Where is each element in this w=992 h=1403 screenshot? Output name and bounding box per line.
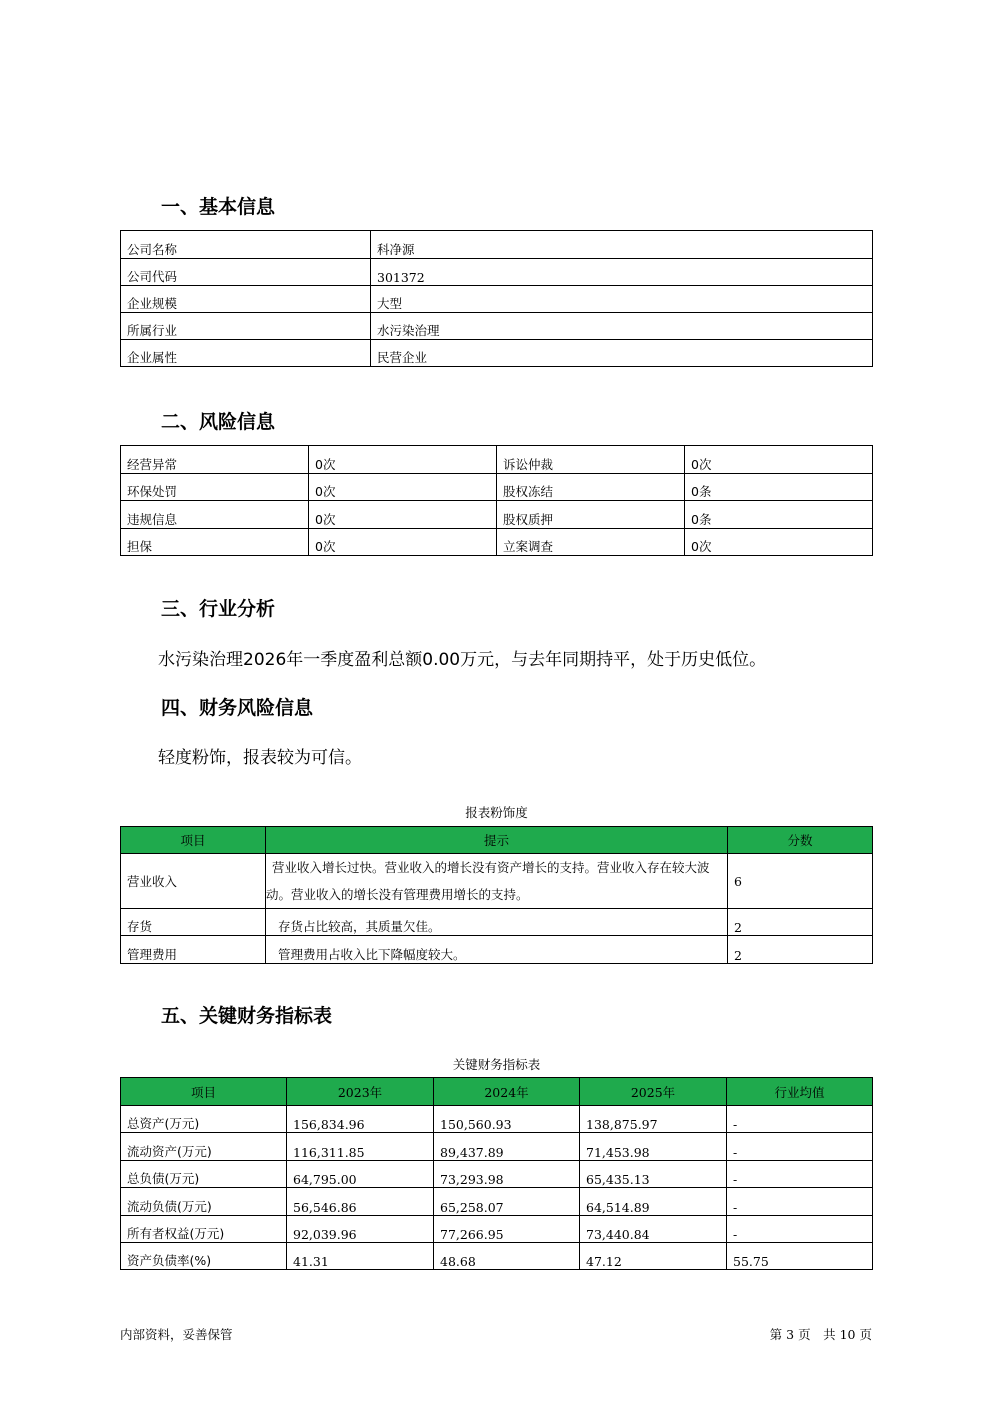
section-title-financial-risk: 四、财务风险信息 xyxy=(161,697,314,719)
table-row xyxy=(121,1243,873,1270)
table-row xyxy=(121,259,873,286)
table-row xyxy=(121,501,873,529)
total-pages: 10 xyxy=(839,1327,856,1342)
section-title-basic-info: 一、基本信息 xyxy=(161,196,276,218)
label-cell: 公司名称 xyxy=(121,231,371,259)
value-cell: 150,560.93 xyxy=(434,1106,580,1133)
value-cell: 0条 xyxy=(685,501,873,529)
label-cell: 企业规模 xyxy=(121,286,371,313)
label-cell: 股权质押 xyxy=(497,501,685,529)
table-row xyxy=(121,231,873,259)
value-cell: - xyxy=(727,1216,873,1243)
table-row xyxy=(121,474,873,501)
column-header: 项目 xyxy=(121,1078,287,1106)
value-cell: 73,293.98 xyxy=(434,1161,580,1188)
table-header-row xyxy=(121,827,873,854)
financial-risk-text: 轻度粉饰，报表较为可信。 xyxy=(158,748,362,768)
current-page: 3 xyxy=(786,1327,795,1342)
label-cell: 经营异常 xyxy=(121,446,309,474)
table-row xyxy=(121,1161,873,1188)
table-row xyxy=(121,1133,873,1161)
value-cell: 55.75 xyxy=(727,1243,873,1270)
risk-info-table xyxy=(120,445,873,556)
value-cell: 56,546.86 xyxy=(287,1188,434,1216)
hint-cell: 存货占比较高，其质量欠佳。 xyxy=(266,909,728,936)
label-cell: 企业属性 xyxy=(121,340,371,367)
hint-cell: 管理费用占收入比下降幅度较大。 xyxy=(266,936,728,964)
label-cell: 担保 xyxy=(121,529,309,556)
industry-analysis-text: 水污染治理2026年一季度盈利总额0.00万元，与去年同期持平，处于历史低位。 xyxy=(158,650,767,670)
value-cell: 41.31 xyxy=(287,1243,434,1270)
value-cell: - xyxy=(727,1106,873,1133)
value-cell: 64,795.00 xyxy=(287,1161,434,1188)
value-cell: - xyxy=(727,1188,873,1216)
label-cell: 立案调查 xyxy=(497,529,685,556)
value-cell: 大型 xyxy=(371,286,873,313)
table-row xyxy=(121,1188,873,1216)
table-row xyxy=(121,286,873,313)
value-cell: - xyxy=(727,1133,873,1161)
value-cell: 138,875.97 xyxy=(580,1106,727,1133)
value-cell: 民营企业 xyxy=(371,340,873,367)
value-cell: 0条 xyxy=(685,474,873,501)
item-cell: 资产负债率(%) xyxy=(121,1243,287,1270)
column-header: 2025年 xyxy=(580,1078,727,1106)
value-cell: 301372 xyxy=(371,259,873,286)
table-caption: 关键财务指标表 xyxy=(452,1057,541,1072)
statement-embellishment-table xyxy=(120,826,873,964)
table-row xyxy=(121,313,873,340)
column-header: 分数 xyxy=(728,827,873,854)
table-row xyxy=(121,1216,873,1243)
section-title-industry: 三、行业分析 xyxy=(161,598,276,620)
table-row xyxy=(121,936,873,964)
page-number xyxy=(770,1325,872,1343)
value-cell: 92,039.96 xyxy=(287,1216,434,1243)
value-cell: 水污染治理 xyxy=(371,313,873,340)
table-row xyxy=(121,854,873,909)
page-prefix: 第 xyxy=(769,1327,783,1342)
value-cell: 65,435.13 xyxy=(580,1161,727,1188)
item-cell: 流动负债(万元) xyxy=(121,1188,287,1216)
column-header: 项目 xyxy=(121,827,266,854)
value-cell: 科净源 xyxy=(371,231,873,259)
score-cell: 2 xyxy=(728,936,873,964)
basic-info-table xyxy=(120,230,873,367)
table-row xyxy=(121,340,873,367)
label-cell: 公司代码 xyxy=(121,259,371,286)
value-cell: 0次 xyxy=(309,474,497,501)
table-caption: 报表粉饰度 xyxy=(465,805,528,820)
value-cell: 47.12 xyxy=(580,1243,727,1270)
table-header-row xyxy=(121,1078,873,1106)
table-row xyxy=(121,909,873,936)
item-cell: 总资产(万元) xyxy=(121,1106,287,1133)
column-header: 2024年 xyxy=(434,1078,580,1106)
value-cell: 0次 xyxy=(309,529,497,556)
item-cell: 存货 xyxy=(121,909,266,936)
table-row xyxy=(121,529,873,556)
value-cell: 71,453.98 xyxy=(580,1133,727,1161)
item-cell: 所有者权益(万元) xyxy=(121,1216,287,1243)
value-cell: 156,834.96 xyxy=(287,1106,434,1133)
value-cell: 116,311.85 xyxy=(287,1133,434,1161)
label-cell: 违规信息 xyxy=(121,501,309,529)
section-title-risk-info: 二、风险信息 xyxy=(161,411,276,433)
value-cell: 64,514.89 xyxy=(580,1188,727,1216)
page-suffix: 页 xyxy=(859,1327,872,1342)
value-cell: - xyxy=(727,1161,873,1188)
value-cell: 77,266.95 xyxy=(434,1216,580,1243)
label-cell: 股权冻结 xyxy=(497,474,685,501)
hint-cell: 营业收入增长过快。营业收入的增长没有资产增长的支持。营业收入存在较大波动。营业收入的增长没有管理费用增长的支持。 xyxy=(266,854,728,909)
page-mid: 页 共 xyxy=(798,1327,836,1342)
section-title-key-indicators: 五、关键财务指标表 xyxy=(161,1005,333,1027)
value-cell: 89,437.89 xyxy=(434,1133,580,1161)
label-cell: 诉讼仲裁 xyxy=(497,446,685,474)
value-cell: 65,258.07 xyxy=(434,1188,580,1216)
table-row xyxy=(121,1106,873,1133)
item-cell: 管理费用 xyxy=(121,936,266,964)
value-cell: 0次 xyxy=(685,529,873,556)
item-cell: 总负债(万元) xyxy=(121,1161,287,1188)
item-cell: 营业收入 xyxy=(121,854,266,909)
column-header: 提示 xyxy=(266,827,728,854)
label-cell: 环保处罚 xyxy=(121,474,309,501)
score-cell: 2 xyxy=(728,909,873,936)
item-cell: 流动资产(万元) xyxy=(121,1133,287,1161)
value-cell: 0次 xyxy=(309,446,497,474)
value-cell: 0次 xyxy=(685,446,873,474)
value-cell: 73,440.84 xyxy=(580,1216,727,1243)
key-indicators-table xyxy=(120,1077,873,1270)
column-header: 2023年 xyxy=(287,1078,434,1106)
score-cell: 6 xyxy=(728,854,873,909)
footer-confidential-note: 内部资料，妥善保管 xyxy=(120,1327,233,1342)
table-row xyxy=(121,446,873,474)
column-header: 行业均值 xyxy=(727,1078,873,1106)
value-cell: 0次 xyxy=(309,501,497,529)
label-cell: 所属行业 xyxy=(121,313,371,340)
value-cell: 48.68 xyxy=(434,1243,580,1270)
